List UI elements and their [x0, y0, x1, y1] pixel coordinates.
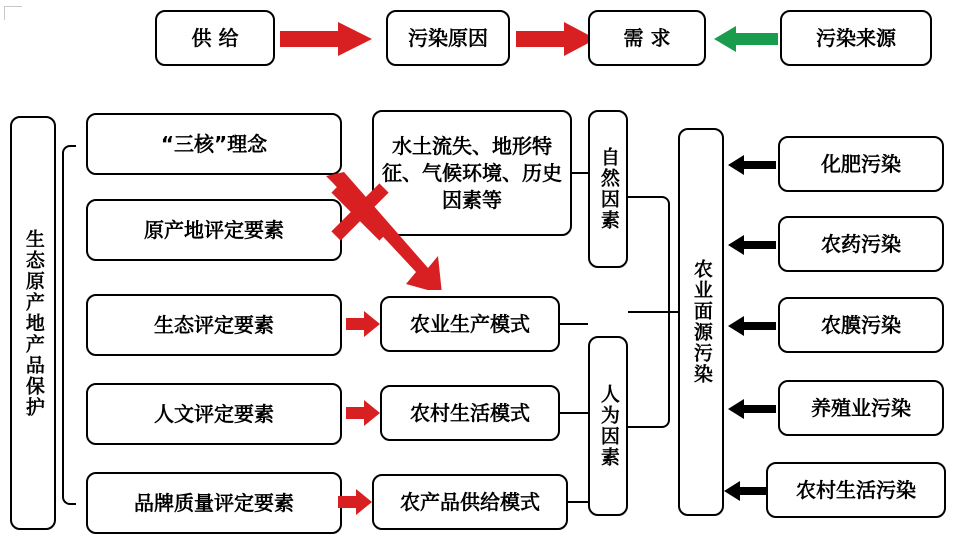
box-natural-factor: 自然因素 [588, 110, 628, 268]
box-source-2: 农膜污染 [778, 297, 944, 353]
box-criteria-0: “三核”理念 [86, 113, 342, 175]
arrow-humanities-to-living [346, 400, 380, 426]
connector-production-mode [560, 323, 588, 325]
box-source-3: 养殖业污染 [778, 380, 944, 436]
box-natural-causes: 水土流失、地形特征、气候环境、历史因素等 [372, 110, 572, 236]
box-pollution-cause: 污染原因 [386, 10, 510, 66]
left-bracket [62, 145, 76, 505]
box-source-1: 农药污染 [778, 216, 944, 272]
box-agri-supply-mode: 农产品供给模式 [372, 474, 568, 530]
arrow-source-3 [728, 399, 776, 419]
box-human-factor: 人为因素 [588, 336, 628, 516]
box-source-4: 农村生活污染 [766, 462, 946, 518]
arrow-source-1 [728, 235, 776, 255]
arrow-eco-to-production [346, 311, 380, 337]
box-supply: 供 给 [155, 10, 275, 66]
arrow-cause-to-demand [516, 22, 596, 56]
connector-factors-to-pollution [628, 311, 680, 313]
label-eco-origin-protection: 生态原产地产品保护 [10, 116, 56, 530]
connector-natural-causes [572, 172, 588, 174]
connector-supply-mode [568, 501, 588, 503]
box-criteria-1: 原产地评定要素 [86, 199, 342, 261]
arrow-source-2 [728, 316, 776, 336]
arrow-source-0 [728, 155, 776, 175]
box-criteria-2: 生态评定要素 [86, 294, 342, 356]
arrow-supply-to-cause [280, 22, 372, 56]
cross-mark-icon [330, 182, 390, 242]
box-criteria-4: 品牌质量评定要素 [86, 472, 342, 534]
arrow-source-4 [724, 481, 768, 501]
box-agri-production-mode: 农业生产模式 [380, 296, 560, 352]
connector-living-mode [560, 412, 588, 414]
label-agri-nonpoint-pollution: 农业面源污染 [678, 128, 724, 516]
arrow-source-to-demand [714, 26, 778, 52]
box-rural-living-mode: 农村生活模式 [380, 385, 560, 441]
box-pollution-source: 污染来源 [780, 10, 932, 66]
page-corner-mark [4, 6, 22, 20]
box-criteria-3: 人文评定要素 [86, 383, 342, 445]
arrow-brand-to-supply [338, 489, 372, 515]
box-source-0: 化肥污染 [778, 136, 944, 192]
box-demand: 需 求 [588, 10, 706, 66]
